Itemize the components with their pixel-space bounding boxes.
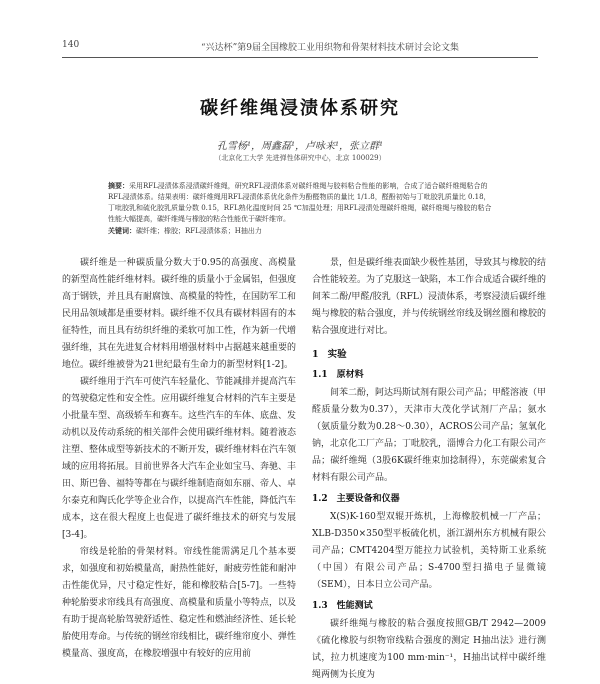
right-column [312,255,546,684]
subsection-title: 原材料 [336,370,364,380]
section-title: 实验 [327,349,347,360]
left-column [62,255,296,663]
subsection-number: 1.3 [312,601,328,611]
header-rule [62,57,538,58]
abstract-text: 采用RFL浸渍体系浸渍碳纤维绳，研究RFL浸渍体系对碳纤维绳与胶料粘合性能的影响，合成了适合碳纤维绳粘合的RFL浸渍体系。结果表明：碳纤维绳用RFL浸渍体系优化条件为酚醛物质的量比 1/1.8，醛酚初始与丁吡胶乳质量比 0.18，丁吡胶乳和硫化胶乳质量分数 0.15，RFL熟化温度时间 25 ℃加温处理；用RFL浸渍处理碳纤维绳，碳纤维绳与橡胶的粘合性能大幅提高，碳纤维绳与橡胶的粘合性能优于碳纤维帘。 [108,182,492,223]
abstract-block [108,180,492,237]
subsection-heading-materials [312,367,546,383]
testing-paragraph: 碳纤维绳与橡胶的粘合强度按照GB/T 2942—2009《硫化橡胶与织物帘线粘合强度的测定 H抽出法》进行测试，拉力机速度为100 mm·min⁻¹，H抽出试样中碳纤维绳两侧为长度为 [312,619,546,680]
abstract-label: 摘要： [108,181,129,190]
affiliation: （北京化工大学 先进弹性体研究中心，北京 100029） [214,154,386,162]
materials-paragraph: 间苯二酚，阿达玛斯试剂有限公司产品；甲醛溶液（甲醛质量分数为0.37），天津市大茂化学试剂厂产品；氨水（氨质量分数为0.28～0.30），ACROS公司产品；氢氧化钠，北京化工厂产品；丁吡胶乳，淄博合力化工有限公司产品；碳纤维绳（3股6K碳纤维束加捻制得），东莞碳索复合材料有限公司产品。 [312,388,547,483]
keywords-paragraph [108,225,492,237]
body-paragraph: 景，但是碳纤维表面缺少极性基团，导致其与橡胶的结合性能较差。为了克服这一缺陷，本工作合成适合碳纤维的间苯二酚/甲醛/胶乳（RFL）浸渍体系，考察浸渍后碳纤维绳与橡胶的粘合强度，并与传统钢丝帘线及钢丝圈和橡胶的粘合强度进行对比。 [312,258,547,336]
conference-title: “兴达杯”第9届全国橡胶工业用织物和骨架材料技术研讨会论文集 [201,43,459,53]
section-heading-experiment [312,347,546,363]
subsection-title: 性能测试 [336,601,373,611]
subsection-title: 主要设备和仪器 [336,494,400,504]
page-number: 140 [62,40,80,50]
abstract-paragraph [108,180,492,225]
subsection-number: 1.2 [312,494,328,504]
author-list: 孔雪杨¹，周鑫磊¹，卢咏来¹，张立群¹ [216,141,384,152]
keywords-text: 碳纤维；橡胶；RFL浸渍体系；H抽出力 [136,227,262,235]
subsection-heading-equipment [312,491,546,507]
subsection-heading-testing [312,598,546,614]
equipment-paragraph: X(S)K-160型双辊开炼机，上海橡胶机械一厂产品；XLB-D350×350型平板硫化机，浙江湖州东方机械有限公司产品；CMT4204型万能拉力试验机，美特斯工业系统（中国）有限公司产品；S-4700型扫描电子显微镜（SEM），日本日立公司产品。 [312,512,546,590]
keywords-label: 关键词： [108,226,136,235]
body-paragraph: 碳纤维是一种碳质量分数大于0.95的高强度、高模量的新型高性能纤维材料。碳纤维的质量小于金属铝，但强度高于钢铁，并且具有耐腐蚀、高模量的特性，在国防军工和民用品领域都是重要材料。碳纤维不仅具有碳材料固有的本征特性，而且具有纺织纤维的柔软可加工性，作为新一代增强纤维，其在先进复合材料用增强材料中占据越来越重要的地位。碳纤维被誉为21世纪最有生命力的新型材料[1-2]。 [62,258,297,370]
body-paragraph: 帘线是轮胎的骨架材料。帘线性能需满足几个基本要求，如强度和初始模量高，耐热性能好，耐疲劳性能和耐冲击性能优异，尺寸稳定性好，能和橡胶粘合[5-7]。一些特种轮胎要求帘线具有高强度、高模量和质量小等特点，以及有助于提高轮胎驾驶舒适性、稳定性和燃油经济性、延长轮胎使用寿命。与传统的钢丝帘线相比，碳纤维帘度小、弹性模量高、强度高，在橡胶增强中有较好的应用前 [62,547,297,659]
body-paragraph: 碳纤维用于汽车可使汽车轻量化、节能减排并提高汽车的驾驶稳定性和安全性。应用碳纤维复合材料的汽车主要是小批量车型、高级轿车和赛车。这些汽车的车体、底盘、发动机以及传动系统的相关部件会使用碳纤维材料。随着液态注塑、整体成型等新技术的不断开发，碳纤维材料在汽车领域的应用将拓展。目前世界各大汽车企业如宝马、奔驰、丰田、斯巴鲁、福特等都在与碳纤维制造商如东丽、帝人、卓尔泰克和陶氏化学等企业合作，以提高汽车性能，降低汽车成本，这在很大程度上也促进了碳纤维技术的研究与发展[3-4]。 [62,377,297,540]
paper-title: 碳纤维绳浸渍体系研究 [200,98,400,119]
subsection-number: 1.1 [312,370,328,380]
section-number: 1 [312,349,319,360]
